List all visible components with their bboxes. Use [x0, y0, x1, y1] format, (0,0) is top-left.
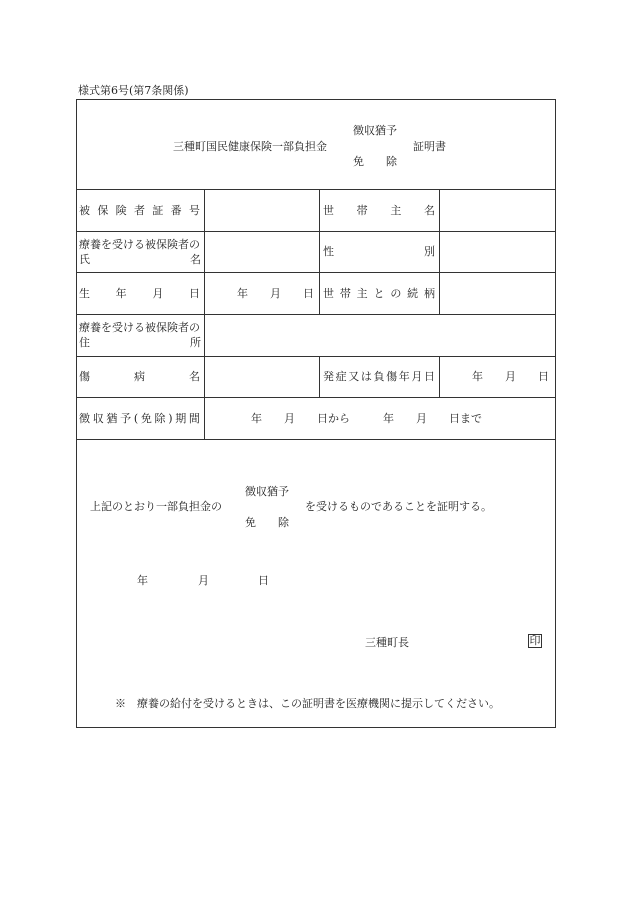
patient-name-label-line2-a: 氏: [79, 253, 90, 266]
address-label-line2-b: 所: [190, 336, 201, 349]
householder-label: 世 帯 主 名: [323, 204, 435, 217]
disease-field[interactable]: [205, 357, 318, 396]
column-divider: [439, 356, 440, 397]
period-value: 年 月 日から 年 月 日まで: [251, 412, 482, 425]
certification-option-collection-deferral: 徴収猶予: [245, 485, 289, 498]
row-divider: [76, 397, 556, 398]
insured-number-field[interactable]: [205, 190, 318, 230]
column-divider: [319, 356, 320, 397]
presentation-note: ※ 療養の給付を受けるときは、この証明書を医療機関に提示してください。: [115, 697, 500, 710]
signer-title: 三種町長: [365, 636, 409, 649]
relation-field[interactable]: [440, 273, 555, 313]
address-label-line2-a: 住: [79, 336, 90, 349]
column-divider: [319, 189, 320, 314]
patient-name-label-line1: 療養を受ける被保険者の: [79, 238, 200, 251]
patient-name-label-line2-b: 名: [190, 253, 201, 266]
relation-label: 世 帯 主 と の 続 柄: [323, 287, 435, 300]
onset-date-value: 年 月 日: [472, 370, 549, 383]
certification-text-right: を受けるものであることを証明する。: [305, 500, 492, 513]
header-option-exemption: 免 除: [353, 155, 397, 168]
onset-date-label: 発 症 又 は 負 傷 年 月 日: [323, 370, 435, 383]
date-year-label: 年: [137, 574, 148, 587]
householder-field[interactable]: [440, 190, 555, 230]
birth-date-value: 年 月 日: [237, 287, 314, 300]
disease-label: 傷 病 名: [79, 370, 200, 383]
address-field[interactable]: [205, 315, 555, 355]
sex-field[interactable]: [440, 232, 555, 271]
period-label: 徴 収 猶 予 ( 免 除 ) 期 間: [79, 412, 200, 425]
birth-date-label: 生 年 月 日: [79, 287, 200, 300]
sex-label: 性 別: [323, 245, 435, 258]
address-label-line1: 療養を受ける被保険者の: [79, 321, 200, 334]
date-month-label: 月: [198, 574, 209, 587]
date-day-label: 日: [258, 574, 269, 587]
header-title-left: 三種町国民健康保険一部負担金: [173, 140, 327, 153]
header-option-collection-deferral: 徴収猶予: [353, 124, 397, 137]
form-number: 様式第6号(第7条関係): [78, 84, 189, 97]
certification-option-exemption: 免 除: [245, 516, 289, 529]
header-title-right: 証明書: [413, 140, 446, 153]
patient-name-field[interactable]: [205, 232, 318, 271]
certification-text-left: 上記のとおり一部負担金の: [90, 500, 222, 513]
seal-mark: 印: [529, 634, 541, 647]
insured-number-label: 被 保 険 者 証 番 号: [79, 204, 200, 217]
row-divider: [76, 439, 556, 440]
